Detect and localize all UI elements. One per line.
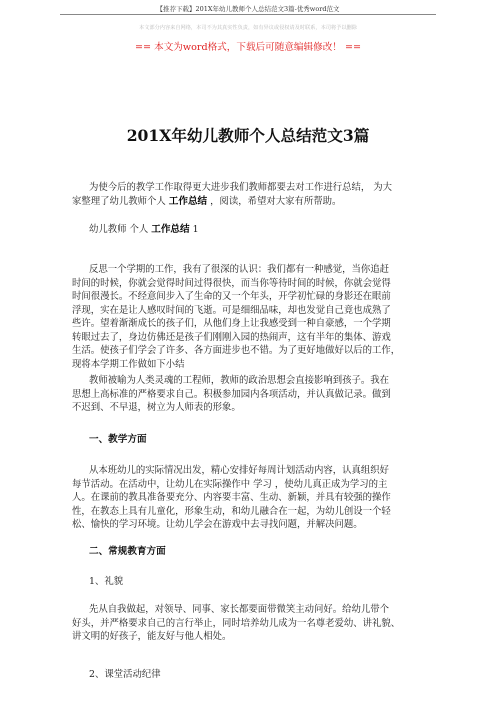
subheading-courtesy: 1、礼貌 — [89, 576, 124, 587]
page-header-title: 【推荐下载】201X年幼儿教师个人总结范文3篇-优秀word范文 — [156, 5, 340, 13]
disclaimer-text: 本文部分内容来自网络，本司不为其真实性负责，如有异议或侵权请及时联系，本司将予以删除 — [139, 25, 357, 31]
section-label-pre: 幼儿教师 个人 — [89, 224, 149, 235]
paragraph-line: 生活。使孩子们学会了许多、各方面进步也不错。为了更好地做好以后的工作， — [72, 345, 401, 356]
paragraph-line: 时间很漫长。不经意间步入了生命的又一个年头，开学初忙碌的身影还在眼前 — [72, 291, 391, 302]
paragraph-line: 好头，并严格要求自己的言行举止，同时培养幼儿成为一名尊老爱幼、讲礼貌、 — [72, 617, 401, 629]
paragraph-line: 松、愉快的学习环境。让幼儿学会在游戏中去寻找问题，并解决问题。 — [72, 519, 363, 530]
header-divider — [60, 14, 436, 15]
paragraph-line: 从本班幼儿的实际情况出发，精心安排好每周计划活动内容，认真组织好 — [89, 465, 390, 476]
keyword-work-summary-link-2[interactable]: 工作总结 — [151, 224, 190, 235]
paragraph-line: 转眼过去了，身边仿佛还是孩子们刚刚入园的热闹声，这有半年的集体、游戏 — [72, 331, 391, 343]
paragraph-line: 浮现，实在是让人感叹时间的飞逝。可是细细品味，却也发觉自己竟也成熟了 — [72, 304, 391, 316]
edit-notice: == 本文为word格式，下载后可随意编辑修改！ == — [134, 42, 362, 53]
paragraph-line: 不迟到、不早退，树立为人师表的形象。 — [72, 402, 241, 413]
paragraph-line: 反思一个学期的工作，我有了很深的认识：我们都有一种感觉，当你追赶 — [89, 264, 390, 275]
section-heading-teaching: 一、教学方面 — [89, 434, 147, 445]
paragraph-line: 教师被喻为人类灵魂的工程师，教师的政治思想会直接影响到孩子。我在 — [89, 375, 390, 386]
paragraph-line: 每节活动。在活动中，让幼儿在实际操作中 学习 ，使幼儿真正成为学习的主 — [72, 478, 388, 490]
paragraph-line: 讲文明的好孩子，能友好与他人相处。 — [72, 631, 232, 642]
intro-line-2-post: ，阅读，希望对大家有所帮助。 — [210, 196, 342, 207]
document-title: 201X年幼儿教师个人总结范文3篇 — [126, 126, 370, 145]
paragraph-line: 些许。望着渐渐成长的孩子们，从他们身上让我感受到一种自豪感，一个学期 — [72, 318, 391, 329]
paragraph-line: 时间的时候，你就会觉得时间过得很快，而当你等待时间的时候，你就会觉得 — [72, 277, 391, 289]
section-label-number: 1 — [192, 224, 199, 235]
keyword-work-summary-link[interactable]: 工作总结 — [168, 196, 208, 207]
paragraph-line: 思想上高标准的严格要求自己。积极参加园内各项活动，并认真做记录。做到 — [72, 388, 391, 400]
paragraph-line: 先从自我做起，对领导、同事、家长都要面带微笑主动问好。给幼儿带个 — [89, 604, 390, 615]
paragraph-line: 人。在课前的教具准备要充分、内容要丰富、生动、新颖，并具有较强的操作 — [72, 492, 391, 503]
intro-line-2 — [72, 196, 341, 209]
paragraph-line: 现将本学期工作做如下小结 — [72, 358, 185, 370]
paragraph-line: 性，在教态上具有儿童化，形象生动，和幼儿融合在一起，为幼儿创设一个轻 — [72, 505, 391, 517]
intro-line-1: 为使今后的教学工作取得更大进步我们教师都要去对工作进行总结， 为大 — [89, 182, 392, 193]
intro-line-2-pre: 家整理了幼儿教师个人 — [72, 196, 166, 207]
section-heading-routine: 二、常规教育方面 — [89, 546, 166, 557]
subheading-classroom-discipline: 2、课堂活动纪律 — [89, 669, 161, 680]
